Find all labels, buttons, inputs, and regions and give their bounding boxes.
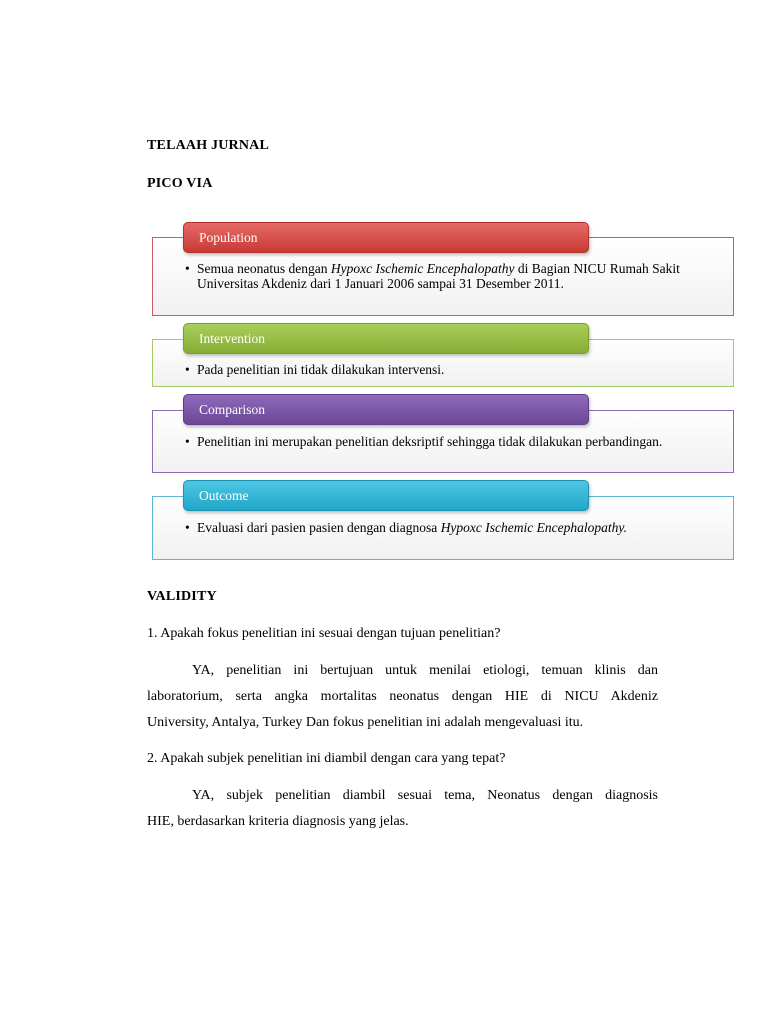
comparison-label: Comparison bbox=[183, 394, 589, 425]
question-2: 2. Apakah subjek penelitian ini diambil dengan cara yang tepat? bbox=[147, 751, 506, 766]
intervention-label: Intervention bbox=[183, 323, 589, 354]
bullet-icon: • bbox=[185, 362, 190, 377]
population-text-pre: Semua neonatus dengan bbox=[197, 261, 331, 276]
validity-heading: VALIDITY bbox=[147, 589, 217, 604]
outcome-label: Outcome bbox=[183, 480, 589, 511]
population-text-post: di Bagian NICU Rumah Sakit Universitas Akdeniz dari 1 Januari 2006 sampai 31 Desember 2011. bbox=[197, 261, 680, 291]
comparison-text-content: Penelitian ini merupakan penelitian deksriptif sehingga tidak dilakukan perbandingan. bbox=[197, 434, 663, 449]
bullet-icon: • bbox=[185, 261, 190, 276]
comparison-text bbox=[185, 434, 703, 449]
pico-heading: PICO VIA bbox=[147, 176, 213, 191]
question-1: 1. Apakah fokus penelitian ini sesuai dengan tujuan penelitian? bbox=[147, 626, 501, 641]
answer-2-line-1: YA, subjek penelitian diambil sesuai tema, Neonatus dengan diagnosis bbox=[192, 788, 658, 803]
population-label: Population bbox=[183, 222, 589, 253]
answer-1-line-3: University, Antalya, Turkey Dan fokus penelitian ini adalah mengevaluasi itu. bbox=[147, 715, 584, 730]
population-text-italic: Hypoxc Ischemic Encephalopathy bbox=[330, 261, 515, 276]
intervention-text bbox=[185, 362, 703, 377]
outcome-text bbox=[185, 520, 703, 535]
population-text bbox=[185, 261, 703, 291]
bullet-icon: • bbox=[185, 434, 190, 449]
answer-2 bbox=[147, 783, 658, 835]
answer-1-line-2: laboratorium, serta angka mortalitas neonatus dengan HIE di NICU Akdeniz bbox=[147, 689, 658, 704]
answer-1 bbox=[147, 658, 658, 736]
outcome-text-italic: Hypoxc Ischemic Encephalopathy. bbox=[440, 520, 627, 535]
outcome-text-pre: Evaluasi dari pasien pasien dengan diagnosa bbox=[197, 520, 441, 535]
answer-2-line-2: HIE, berdasarkan kriteria diagnosis yang jelas. bbox=[147, 814, 409, 829]
page-title: TELAAH JURNAL bbox=[147, 138, 270, 153]
answer-1-line-1: YA, penelitian ini bertujuan untuk menilai etiologi, temuan klinis dan bbox=[192, 663, 658, 678]
bullet-icon: • bbox=[185, 520, 190, 535]
intervention-text-content: Pada penelitian ini tidak dilakukan intervensi. bbox=[197, 362, 445, 377]
